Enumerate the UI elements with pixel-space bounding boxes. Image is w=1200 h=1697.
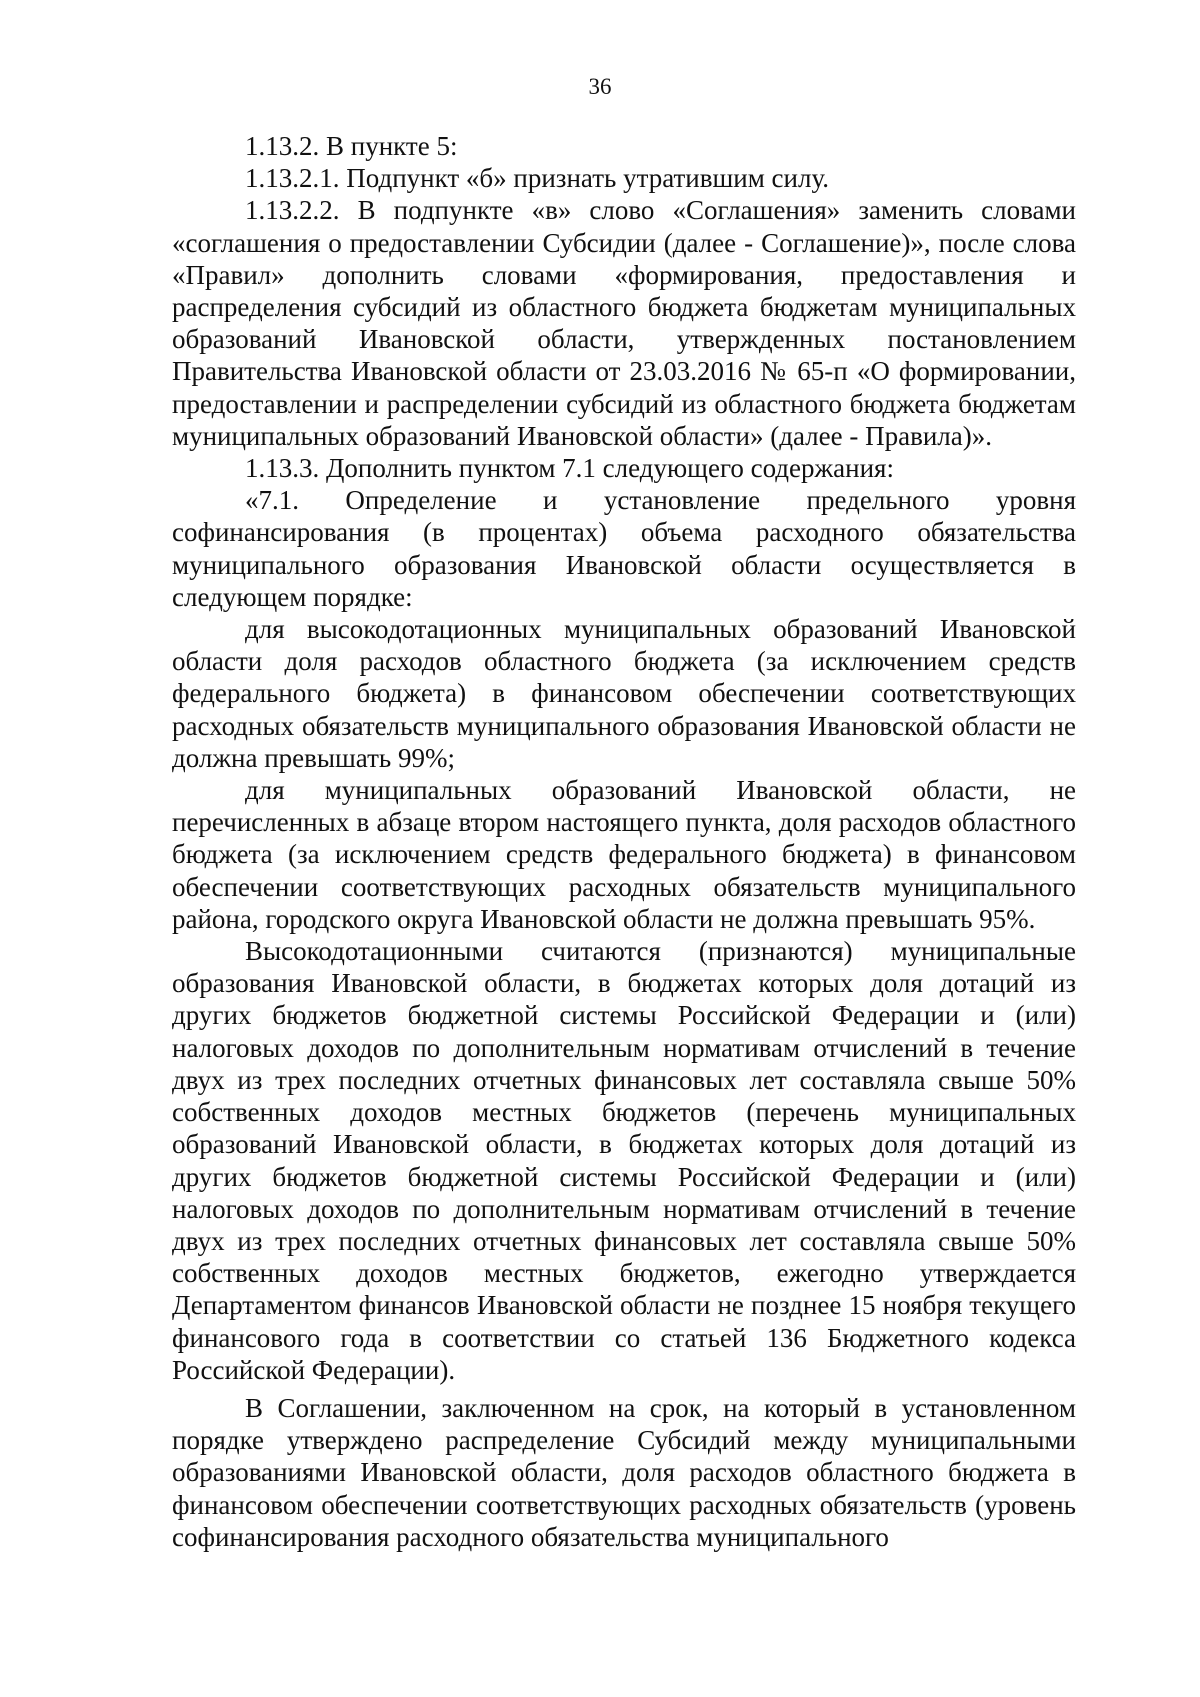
paragraph-1-13-2-2: 1.13.2.2. В подпункте «в» слово «Соглашения» заменить словами «соглашения о предоставлении Субсидии (далее - Соглашение)», после слова «Правил» дополнить словами «формирования, предоставления и распределения субсидий из областного бюджета бюджетам муниципальных образований Ивановской области, утвержденных постановлением Правительства Ивановской области от 23.03.2016 № 65-п «О формировании, предоставлении и распределении субсидий из областного бюджета бюджетам муниципальных образований Ивановской области» (далее - Правила)».	[172, 195, 1076, 451]
paragraph-1-13-2-1: 1.13.2.1. Подпункт «б» признать утратившим силу.	[245, 163, 830, 194]
page-number: 36	[588, 74, 612, 99]
paragraph-high-subsidy-definition: Высокодотационными считаются (признаются) муниципальные образования Ивановской области, в бюджетах которых доля дотаций из других бюджетов бюджетной системы Российской Федерации и (или) налоговых доходов по дополнительным нормативам отчислений в течение двух из трех последних отчетных финансовых лет составляла свыше 50% собственных доходов местных бюджетов (перечень муниципальных образований Ивановской области, в бюджетах которых доля дотаций из других бюджетов бюджетной системы Российской Федерации и (или) налоговых доходов по дополнительным нормативам отчислений в течение двух из трех последних отчетных финансовых лет составляла свыше 50% собственных доходов местных бюджетов, ежегодно утверждается Департаментом финансов Ивановской области не позднее 15 ноября текущего финансового года в соответствии со статьей 136 Бюджетного кодекса Российской Федерации).	[172, 936, 1076, 1385]
paragraph-high-subsidy-share: для высокодотационных муниципальных образований Ивановской области доля расходов областного бюджета (за исключением средств федерального бюджета) в финансовом обеспечении соответствующих расходных обязательств муниципального образования Ивановской области не должна превышать 99%;	[172, 614, 1076, 773]
document-body	[172, 130, 1076, 1553]
paragraph-other-municipalities-share: для муниципальных образований Ивановской области, не перечисленных в абзаце втором настоящего пункта, доля расходов областного бюджета (за исключением средств федерального бюджета) в финансовом обеспечении соответствующих расходных обязательств муниципального района, городского округа Ивановской области не должна превышать 95%.	[172, 775, 1076, 934]
paragraph-1-13-2: 1.13.2. В пункте 5:	[245, 131, 458, 161]
paragraph-7-1: «7.1. Определение и установление предельного уровня софинансирования (в процентах) объема расходного обязательства муниципального образования Ивановской области осуществляется в следующем порядке:	[172, 485, 1076, 612]
paragraph-agreement-terms: В Соглашении, заключенном на срок, на который в установленном порядке утверждено распределение Субсидий между муниципальными образованиями Ивановской области, доля расходов областного бюджета в финансовом обеспечении соответствующих расходных обязательств (уровень софинансирования расходного обязательства муниципального	[172, 1392, 1076, 1552]
paragraph-1-13-3: 1.13.3. Дополнить пунктом 7.1 следующего содержания:	[245, 453, 894, 484]
